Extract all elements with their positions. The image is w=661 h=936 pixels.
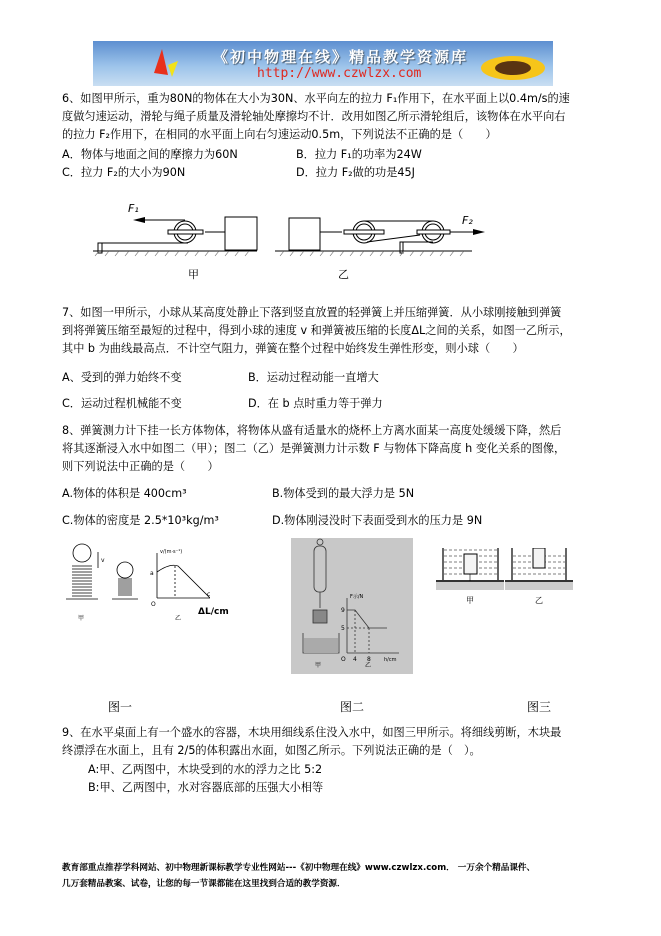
q6-line-1: 6、如图甲所示，重为80N的物体在大小为30N、水平向左的拉力 F₁作用下，在水平面上以0.4m/s的速 [62,92,570,105]
q8-line-3: 则下列说法中正确的是（ ） [62,460,219,473]
q9-option-b: B:甲、乙两图中，水对容器底部的压强大小相等 [88,781,324,794]
q6-option-a: A．物体与地面之间的摩擦力为60N [62,148,238,161]
fig2-y5: 5 [341,625,345,632]
q7-line-2: 到将弹簧压缩至最短的过程中，得到小球的速度 v 和弹簧被压缩的长度ΔL之间的关系，如图一乙所示， [62,324,571,337]
banner-title: 《初中物理在线》精品教学资源库 [213,48,469,66]
figure-3-containers [436,548,586,638]
q6-option-b: B．拉力 F₁的功率为24W [296,148,422,161]
f2-label: F₂ [462,214,473,227]
q7-option-d: D．在 b 点时重力等于弹力 [248,397,383,410]
q6-line-2: 度做匀速运动，滑轮与绳子质量及滑轮轴处摩擦均不计．改用如图乙所示滑轮组后，该物体在水平向右 [62,110,566,123]
q6-line-3: 的拉力 F₂作用下，在相同的水平面上向右匀速运动0.5m，下列说法不正确的是（ ） [62,128,497,141]
point-a-label: a [150,570,154,577]
fig3-yi-label: 乙 [535,596,543,605]
banner-url: http://www.czwlzx.com [257,66,422,81]
q8-line-2: 将其逐渐浸入水中如图二（甲）；图二（乙）是弹簧测力计示数 F 与物体下降高度 h 变化关系的图像， [62,442,566,455]
footer-line-1: 教育部重点推荐学科网站、初中物理新课标教学专业性网站---《初中物理在线》www.czwlzx.com． 一万余个精品课件、 [62,863,536,873]
q6-option-c: C．拉力 F₂的大小为90N [62,166,186,179]
q6-pulley-figure [90,190,520,285]
fig2-origin: O [341,656,346,663]
figure-3-caption: 图三 [527,700,552,714]
q9-line-2: 终漂浮在水面上，且有 2/5的体积露出水面，如图乙所示。下列说法正确的是（ ）。 [62,744,481,757]
fig-jia-label: 甲 [188,268,199,281]
v-label: v [101,557,105,564]
fig2-x8: 8 [367,656,371,663]
origin-label: O [151,601,156,608]
figure-2-photo-graph [291,538,413,674]
q9-line-1: 9、在水平桌面上有一个盛水的容器，木块用细线系住没入水中，如图三甲所示。将细线剪断，木块最 [62,726,562,739]
q8-line-1: 8、弹簧测力计下挂一长方体物体，将物体从盛有适量水的烧杯上方离水面某一高度处缓缓下降，然后 [62,424,562,437]
fig3-jia-label: 甲 [466,596,474,605]
q7-option-b: B．运动过程动能一直增大 [248,371,379,384]
fig2-y9: 9 [341,607,345,614]
q8-option-a: A.物体的体积是 400cm³ [62,487,187,500]
f1-label: F₁ [128,202,139,215]
point-c-label: c [207,591,210,598]
figure-1-spring-graph [60,538,210,608]
sunflower-icon [478,51,548,86]
fig1-xlabel: ΔL/cm [198,607,229,617]
q7-option-a: A、受到的弹力始终不变 [62,371,182,384]
fig2-jia-label: 甲 [315,662,322,669]
fig1-jia-label: 甲 [78,615,85,622]
fig1-yi-label: 乙 [175,615,182,622]
q7-line-3: 其中 b 为曲线最高点．不计空气阻力，弹簧在整个过程中始终发生弹性形变，则小球（ ） [62,342,524,355]
q9-option-a: A:甲、乙两图中，木块受到的水的浮力之比 5:2 [88,763,323,776]
site-banner [93,41,553,86]
fig2-x4: 4 [353,656,357,663]
fig-yi-label: 乙 [338,268,349,281]
fig2-xlabel: h/cm [384,657,397,663]
q8-option-c: C.物体的密度是 2.5*10³kg/m³ [62,514,219,527]
fig1-ylabel: v/(m·s⁻¹) [160,549,183,555]
figure-2-caption: 图二 [340,700,365,714]
q7-option-c: C．运动过程机械能不变 [62,397,182,410]
fig2-ylabel: F示/N [350,594,364,600]
footer-line-2: 几万套精品教案、试卷，让您的每一节课都能在这里找到合适的教学资源． [62,879,346,889]
q7-line-1: 7、如图一甲所示，小球从某高度处静止下落到竖直放置的轻弹簧上并压缩弹簧．从小球刚接触到弹簧 [62,306,562,319]
q8-option-b: B.物体受到的最大浮力是 5N [272,487,415,500]
q6-option-d: D．拉力 F₂做的功是45J [296,166,415,179]
fig2-yi-label: 乙 [365,662,372,669]
figure-1-caption: 图一 [108,700,133,714]
figure-1-labels [60,605,235,627]
logo-icon [148,47,184,81]
q8-option-d: D.物体刚浸没时下表面受到水的压力是 9N [272,514,483,527]
